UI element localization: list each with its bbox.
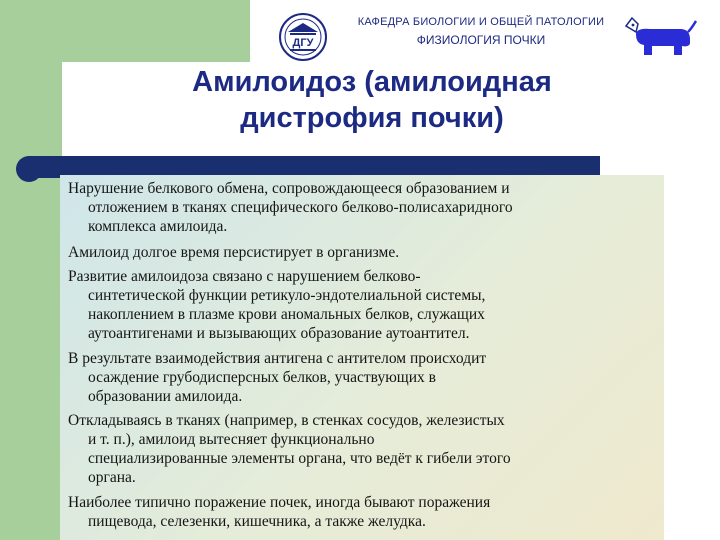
paragraph-line: пищевода, селезенки, кишечника, а также желудка.	[88, 513, 426, 530]
subject-name: ФИЗИОЛОГИЯ ПОЧКИ	[416, 33, 546, 47]
paragraph-1	[68, 179, 664, 236]
paragraph-line: Откладываясь в тканях (например, в стенках сосудов, железистых	[68, 412, 505, 429]
paragraph-line: Развитие амилоидоза связано с нарушением белково-	[68, 268, 421, 285]
paragraph-line: специализированные элементы органа, что ведёт к гибели этого	[88, 450, 511, 467]
paragraph-line: синтетической функции ретикуло-эндотелиальной системы,	[88, 287, 486, 304]
paragraph-3	[68, 267, 664, 343]
paragraph-4	[68, 349, 664, 406]
paragraph-line: отложением в тканях специфического белково-полисахаридного	[88, 199, 513, 216]
paragraph-line: Нарушение белкового обмена, сопровождающееся образованием и	[68, 180, 510, 197]
paragraph-line: Наиболее типично поражение почек, иногда бывают поражения	[68, 494, 491, 511]
paragraph-line: комплекса амилоида.	[88, 218, 228, 235]
department-name: КАФЕДРА БИОЛОГИИ И ОБЩЕЙ ПАТОЛОГИИ	[357, 16, 605, 28]
university-emblem-icon	[278, 12, 328, 62]
paragraph-5	[68, 411, 664, 487]
divider-dot	[16, 156, 42, 182]
top-green-band	[0, 0, 250, 62]
paragraph-line: органа.	[88, 469, 136, 486]
logo-text: ДГУ	[292, 37, 314, 49]
paragraph-line: аутоантигенами и вызывающих образование аутоантител.	[88, 325, 470, 342]
paragraph-line: Амилоид долгое время персистирует в организме.	[68, 244, 400, 261]
dachshund-icon	[622, 12, 698, 58]
paragraph-6	[68, 493, 664, 531]
paragraph-line: образовании амилоида.	[88, 388, 243, 405]
paragraph-line: осаждение грубодисперсных белков, участвующих в	[88, 369, 436, 386]
paragraph-line: накоплением в плазме крови аномальных белков, служащих	[88, 306, 485, 323]
content-box	[60, 175, 664, 540]
left-green-band	[0, 0, 62, 540]
slide-title	[112, 64, 632, 136]
paragraph-line: В результате взаимодействия антигена с антителом происходит	[68, 350, 487, 367]
title-line-2: дистрофия почки)	[240, 102, 504, 134]
paragraph-2	[68, 243, 664, 262]
title-line-1: Амилоидоз (амилоидная	[192, 66, 552, 98]
paragraph-line: и т. п.), амилоид вытесняет функционально	[88, 431, 375, 448]
